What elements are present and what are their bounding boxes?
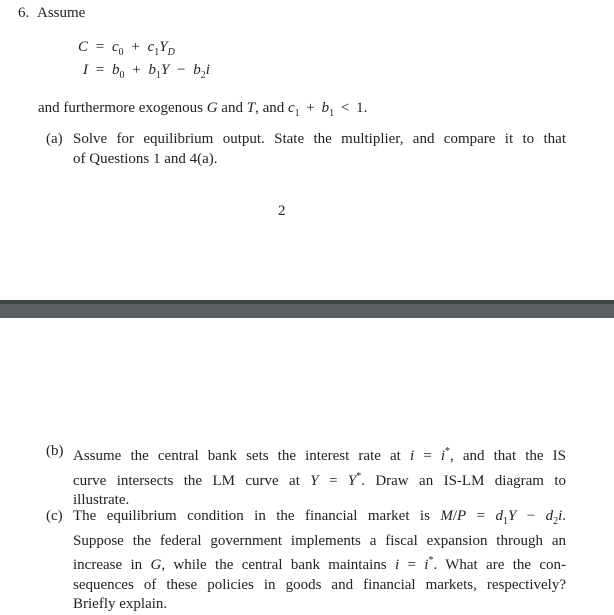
part-c-sub2: 2: [553, 516, 559, 527]
eq2-minus: −: [177, 62, 186, 78]
part-c-G: G: [150, 557, 162, 573]
part-c-line-5: Briefly explain.: [73, 596, 168, 612]
eq2-I: I: [83, 62, 88, 78]
problem-header: [18, 4, 85, 23]
part-c-eq1: =: [476, 508, 486, 524]
part-b-line-1-tail: , and that the IS: [450, 448, 567, 464]
part-a-text: [73, 130, 566, 169]
part-c-i1: i: [558, 508, 563, 524]
eq1-Y: Y: [159, 39, 168, 55]
part-c-line-1-text: The equilibrium condition in the financial market is: [73, 508, 430, 524]
part-b-star1: *: [445, 446, 450, 457]
condition-text-2: , and: [255, 100, 285, 116]
page-divider-edge: [0, 300, 614, 304]
part-c-line-3: [73, 551, 566, 576]
equation-consumption: [78, 38, 175, 62]
part-c-line-3-tail: . What are the con-: [433, 557, 566, 573]
equation-investment: [83, 61, 210, 85]
part-c-dot: .: [562, 508, 566, 524]
part-c-M: M: [440, 508, 453, 524]
condition-line: [38, 99, 367, 123]
page-number: 2: [278, 203, 286, 219]
condition-T: T: [246, 100, 256, 116]
part-c-P: P: [457, 508, 467, 524]
eq1-subD: D: [167, 47, 175, 58]
part-b-eq2: =: [328, 472, 338, 489]
part-c-sub1: 1: [502, 516, 508, 527]
part-b-eq1: =: [423, 448, 432, 464]
part-c-line-1: [73, 507, 566, 532]
part-b-line-3: illustrate.: [73, 492, 130, 508]
condition-G: G: [206, 100, 218, 116]
eq1-c1: c: [147, 39, 155, 55]
part-c-minus: −: [526, 508, 536, 524]
part-a-line-1: Solve for equilibrium output. State the multiplier, and compare it to that: [73, 131, 566, 147]
condition-text-1: and furthermore exogenous: [38, 100, 203, 116]
eq1-sub0: 0: [118, 47, 124, 58]
eq2-sub2: 2: [200, 70, 206, 81]
part-c-i2: i: [394, 557, 400, 573]
part-b-star2: *: [356, 470, 362, 482]
part-b-line-2-head: curve intersects the LM curve at: [73, 472, 300, 489]
part-c-label: (c): [46, 508, 63, 524]
part-b-i: i: [409, 448, 415, 464]
eq2-Y: Y: [160, 62, 170, 78]
part-a-line-2: of Questions 1 and 4(a).: [73, 150, 218, 167]
part-b-label: (b): [46, 443, 64, 459]
eq1-equals: =: [95, 39, 105, 55]
part-b-line-2: [73, 467, 566, 492]
eq2-sub1: 1: [155, 70, 161, 81]
condition-sub1b: 1: [329, 108, 335, 119]
condition-lt: <: [340, 100, 350, 116]
eq1-C: C: [78, 39, 89, 55]
part-b-Ystar: Y: [347, 472, 357, 489]
eq2-b1: b: [148, 62, 156, 78]
part-c-d1: d: [495, 508, 503, 524]
condition-dot: .: [363, 100, 368, 116]
part-c-line-4: sequences of these policies in goods and financial markets, respectively?: [73, 576, 566, 593]
eq2-b2: b: [193, 62, 201, 78]
part-b-text: [73, 442, 566, 511]
problem-number: 6.: [18, 5, 30, 21]
condition-b1: b: [321, 100, 330, 116]
part-c-Y: Y: [507, 508, 517, 524]
part-c-line-2: Suppose the federal government implements a fiscal expansion through an: [73, 532, 566, 549]
condition-one: 1: [356, 100, 364, 116]
eq1-sub1: 1: [154, 47, 160, 58]
eq1-plus: +: [131, 39, 140, 55]
part-c-line-3-mid: , while the central bank maintains: [161, 557, 387, 573]
condition-plus: +: [306, 100, 315, 116]
part-b-line-1: [73, 442, 566, 467]
eq1-c0: c: [111, 39, 119, 55]
eq2-plus: +: [132, 62, 141, 78]
part-b-line-2-tail: . Draw an IS-LM diagram to: [361, 472, 566, 489]
part-b-line-1-text: Assume the central bank sets the interest rate at: [73, 448, 401, 464]
condition-and: and: [221, 100, 243, 116]
part-c-line-3-head: increase in: [73, 557, 143, 573]
eq2-sub0: 0: [119, 70, 125, 81]
part-b-Y: Y: [310, 472, 319, 489]
part-c-eq2: =: [407, 557, 416, 573]
problem-intro: Assume: [37, 5, 86, 21]
part-c-slash: /: [452, 508, 457, 524]
condition-sub1a: 1: [294, 108, 300, 119]
part-c-d2: d: [545, 508, 554, 524]
eq2-b0: b: [111, 62, 120, 78]
part-c-istar: i: [424, 557, 429, 573]
eq2-equals: =: [95, 62, 105, 78]
condition-c1: c: [287, 100, 295, 116]
part-a-label: (a): [46, 131, 63, 147]
eq2-i: i: [205, 62, 210, 78]
part-b-istar: i: [440, 448, 445, 464]
part-c-star: *: [428, 555, 434, 566]
part-c-text: [73, 507, 566, 615]
